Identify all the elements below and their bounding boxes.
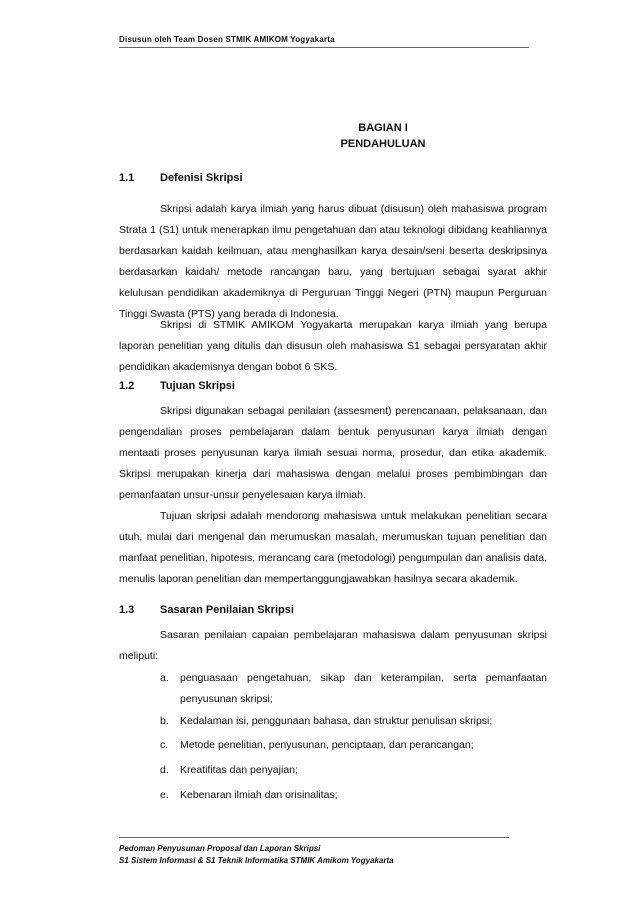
list-marker: e. [160,789,169,801]
paragraph: Skripsi adalah karya ilmiah yang harus dibuat (disusun) oleh mahasiswa program Strata 1 (S1) untuk menerapkan ilmu pengetahuan dan atau teknologi dibidang keahliannya berdasarkan kaidah keilmuan, atau menghasilkan karya desain/seni beserta deskripsinya berdasarkan kaidah/ metode rancangan baru, yang bertujuan sebagai syarat akhir kelulusan pendidikan akademiknya di Perguruan Tinggi Negeri (PTN) maupun Perguruan Tinggi Swasta (PTS) yang berada di Indonesia. [119,203,547,320]
footer-line-1: Pedoman Penyusunan Proposal dan Laporan Skripsi [119,844,321,853]
list-item [160,668,547,710]
paragraph: Sasaran penilaian capaian pembelajaran mahasiswa dalam penyusunan skripsi meliputi: [119,629,547,662]
list-item [160,760,547,781]
section-title: Defenisi Skripsi [160,172,243,184]
list-marker: a. [160,672,169,684]
section-number: 1.2 [119,380,135,392]
paragraph: Skripsi di STMIK AMIKOM Yogyakarta merupakan karya ilmiah yang berupa laporan penelitian yang ditulis dan disusun oleh mahasiswa S1 sebagai persyaratan akhir pendidikan akademisnya dengan bobot 6 SKS. [119,319,547,373]
paragraph: Skripsi digunakan sebagai penilaian (assesment) perencanaan, pelaksanaan, dan pengendalian proses pembelajaran dalam bentuk penyusunan karya ilmiah dengan mentaati proses penyusunan karya ilmiah sesuai norma, prosedur, dan etika akademik. Skripsi merupakan kinerja dari mahasiswa dengan melalui proses pembimbingan dan pemanfaatan unsur-unsur penyelesaian karya ilmiah. [119,405,547,501]
section-number: 1.1 [119,172,135,184]
paragraph: Tujuan skripsi adalah mendorong mahasiswa untuk melakukan penelitian secara utuh, mulai dari mengenal dan merumuskan masalah, merumuskan tujuan penelitian dan manfaat penelitian, hipotesis, merancang cara (metodologi) pengumpulan dan analisis data, menulis laporan penelitian dan mempertanggungjawabkan hasilnya secara akademik. [119,510,547,585]
list-item [160,785,547,806]
list-text: Kedalaman isi, penggunaan bahasa, dan struktur penulisan skripsi; [180,715,493,727]
footer-divider [119,837,509,838]
section-title: Sasaran Penilaian Skripsi [160,604,294,616]
chapter-label: BAGIAN I [358,122,408,134]
list-text: penguasaan pengetahuan, sikap dan keterampilan, serta pemanfaatan penyusunan skripsi; [180,672,547,705]
list-item [160,735,547,756]
running-header: Disusun oleh Team Dosen STMIK AMIKOM Yogyakarta [119,35,335,44]
list-item [160,711,547,732]
list-marker: c. [160,739,169,751]
section-title: Tujuan Skripsi [160,380,235,392]
chapter-title: PENDAHULUAN [340,138,426,150]
list-marker: b. [160,715,169,727]
list-text: Metode penelitian, penyusunan, penciptaan, dan perancangan; [180,739,474,751]
list-text: Kebenaran ilmiah dan orisinalitas; [180,789,338,801]
section-number: 1.3 [119,604,135,616]
footer-line-2: S1 Sistem Informasi & S1 Teknik Informatika STMIK Amikom Yogyakarta [119,856,394,865]
header-divider [119,47,529,48]
list-marker: d. [160,764,169,776]
list-text: Kreatifitas dan penyajian; [180,764,298,776]
